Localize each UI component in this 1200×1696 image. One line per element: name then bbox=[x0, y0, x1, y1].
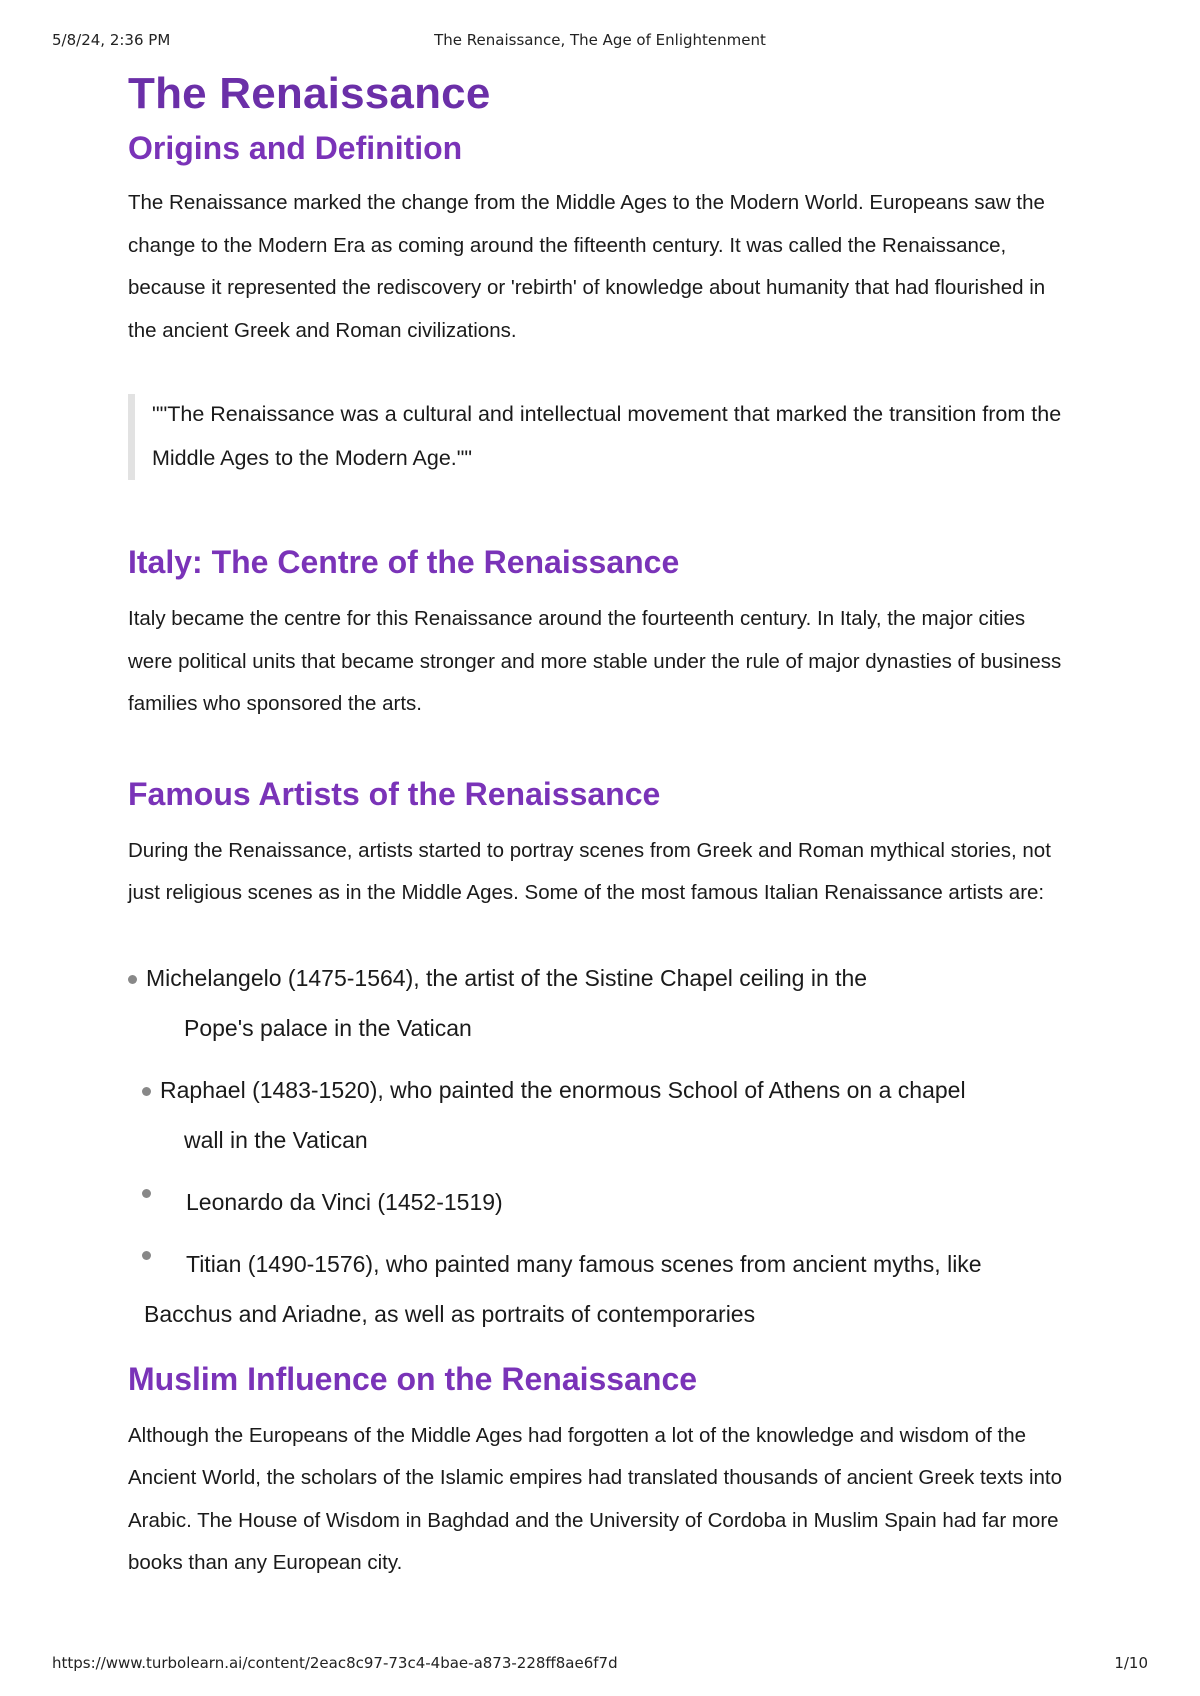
list-item-text: Leonardo da Vinci (1452-1519) bbox=[186, 1188, 503, 1215]
list-item-text: Titian (1490-1576), who painted many famous scenes from ancient myths, like bbox=[186, 1250, 982, 1277]
bullet-icon bbox=[142, 1251, 151, 1260]
list-item-text-continued: Bacchus and Ariadne, as well as portraits of contemporaries bbox=[144, 1300, 756, 1327]
paragraph-origins: The Renaissance marked the change from the Middle Ages to the Modern World. Europeans saw the change to the Modern Era as coming around the fifteenth century. It was called the Renaissance, because it represented the rediscovery or 'rebirth' of knowledge about humanity that had flourished in the ancient Greek and Roman civilizations. bbox=[128, 191, 1046, 342]
list-item-text: Raphael (1483-1520), who painted the enormous School of Athens on a chapel bbox=[160, 1076, 966, 1103]
list-item-text-continued: wall in the Vatican bbox=[184, 1126, 368, 1153]
paragraph-artists: During the Renaissance, artists started to portray scenes from Greek and Roman mythical stories, not just religious scenes as in the Middle Ages. Some of the most famous Italian Renaissance artists are: bbox=[128, 838, 1051, 904]
list-item bbox=[128, 953, 1068, 1053]
document-body bbox=[128, 62, 1068, 1585]
blockquote-text: ""The Renaissance was a cultural and intellectual movement that marked the transition from the Middle Ages to the Modern Age."" bbox=[152, 402, 1062, 470]
print-header-title: The Renaissance, The Age of Enlightenment bbox=[434, 31, 766, 49]
paragraph-italy: Italy became the centre for this Renaissance around the fourteenth century. In Italy, the major cities were political units that became stronger and more stable under the rule of major dynasties of business families who sponsored the arts. bbox=[128, 607, 1062, 715]
page-title: The Renaissance bbox=[128, 69, 491, 118]
list-item bbox=[128, 1239, 1068, 1339]
bullet-icon bbox=[142, 1189, 151, 1198]
bullet-icon bbox=[142, 1087, 151, 1096]
blockquote-bar bbox=[128, 394, 135, 480]
print-header-datetime: 5/8/24, 2:36 PM bbox=[52, 31, 171, 49]
footer-url[interactable]: https://www.turbolearn.ai/content/2eac8c97-73c4-4bae-a873-228ff8ae6f7d bbox=[52, 1654, 618, 1672]
page-number: 1/10 bbox=[1114, 1654, 1148, 1672]
blockquote bbox=[128, 392, 1068, 480]
print-footer bbox=[0, 1654, 1200, 1674]
list-item-text-continued: Pope's palace in the Vatican bbox=[184, 1014, 472, 1041]
section-heading-italy: Italy: The Centre of the Renaissance bbox=[128, 544, 680, 580]
list-item-text: Michelangelo (1475-1564), the artist of the Sistine Chapel ceiling in the bbox=[146, 964, 868, 991]
list-item bbox=[128, 1065, 1068, 1165]
section-heading-artists: Famous Artists of the Renaissance bbox=[128, 775, 661, 812]
print-header bbox=[0, 31, 1200, 51]
section-heading-muslim: Muslim Influence on the Renaissance bbox=[128, 1360, 698, 1397]
section-heading-origins: Origins and Definition bbox=[128, 130, 463, 166]
paragraph-muslim: Although the Europeans of the Middle Ages had forgotten a lot of the knowledge and wisdom of the Ancient World, the scholars of the Islamic empires had translated thousands of ancient Greek texts into Arabic. The House of Wisdom in Baghdad and the University of Cordoba in Muslim Spain had far more books than any European city. bbox=[128, 1423, 1062, 1574]
artists-list bbox=[128, 953, 1068, 1339]
list-item bbox=[128, 1177, 1068, 1227]
bullet-icon bbox=[128, 975, 137, 984]
